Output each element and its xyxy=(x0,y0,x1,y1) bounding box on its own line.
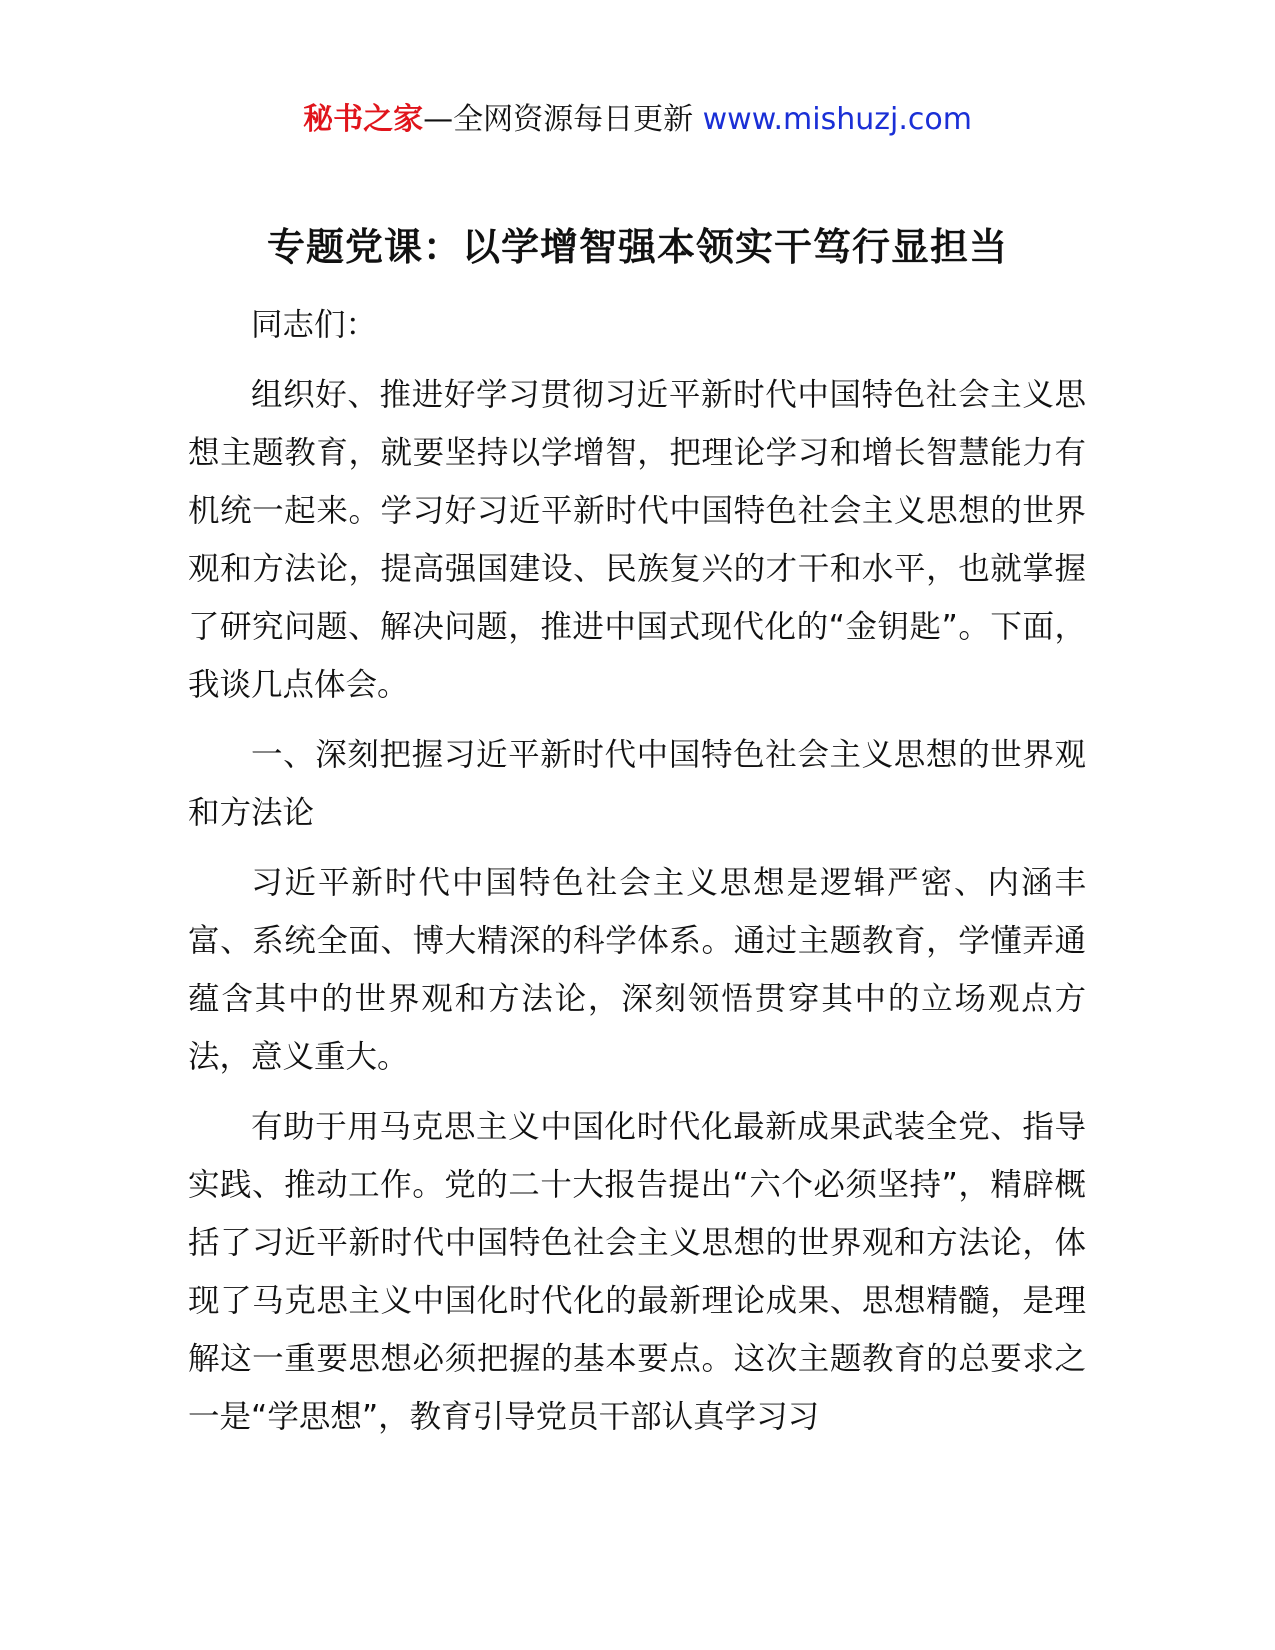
brand-name: 秘书之家 xyxy=(303,102,424,137)
greeting: 同志们： xyxy=(251,307,378,343)
document-title: 专题党课：以学增智强本领实干笃行显担当 xyxy=(266,225,1008,269)
body-paragraph: 习近平新时代中国特色社会主义思想是逻辑严密、内涵丰富、系统全面、博大精深的科学体系。通过主题教育，学懂弄通蕴含其中的世界观和方法论，深刻领悟贯穿其中的立场观点方法，意义重大。 xyxy=(188,865,1086,1075)
body-paragraph: 组织好、推进好学习贯彻习近平新时代中国特色社会主义思想主题教育，就要坚持以学增智，把理论学习和增长智慧能力有机统一起来。学习好习近平新时代中国特色社会主义思想的世界观和方法论，提高强国建设、民族复兴的才干和水平，也就掌握了研究问题、解决问题，推进中国式现代化的“金钥匙”。下面，我谈几点体会。 xyxy=(188,377,1086,703)
header-tagline: —全网资源每日更新 xyxy=(423,102,703,137)
site-header xyxy=(0,100,1275,140)
body-paragraph: 有助于用马克思主义中国化时代化最新成果武装全党、指导实践、推动工作。党的二十大报告提出“六个必须坚持”，精辟概括了习近平新时代中国特色社会主义思想的世界观和方法论，体现了马克思主义中国化时代化的最新理论成果、思想精髓，是理解这一重要思想必须把握的基本要点。这次主题教育的总要求之一是“学思想”，教育引导党员干部认真学习习 xyxy=(188,1109,1086,1435)
site-url-link[interactable]: www.mishuzj.com xyxy=(702,102,972,137)
document-body xyxy=(188,296,1086,1458)
section-heading: 一、深刻把握习近平新时代中国特色社会主义思想的世界观和方法论 xyxy=(188,737,1086,831)
